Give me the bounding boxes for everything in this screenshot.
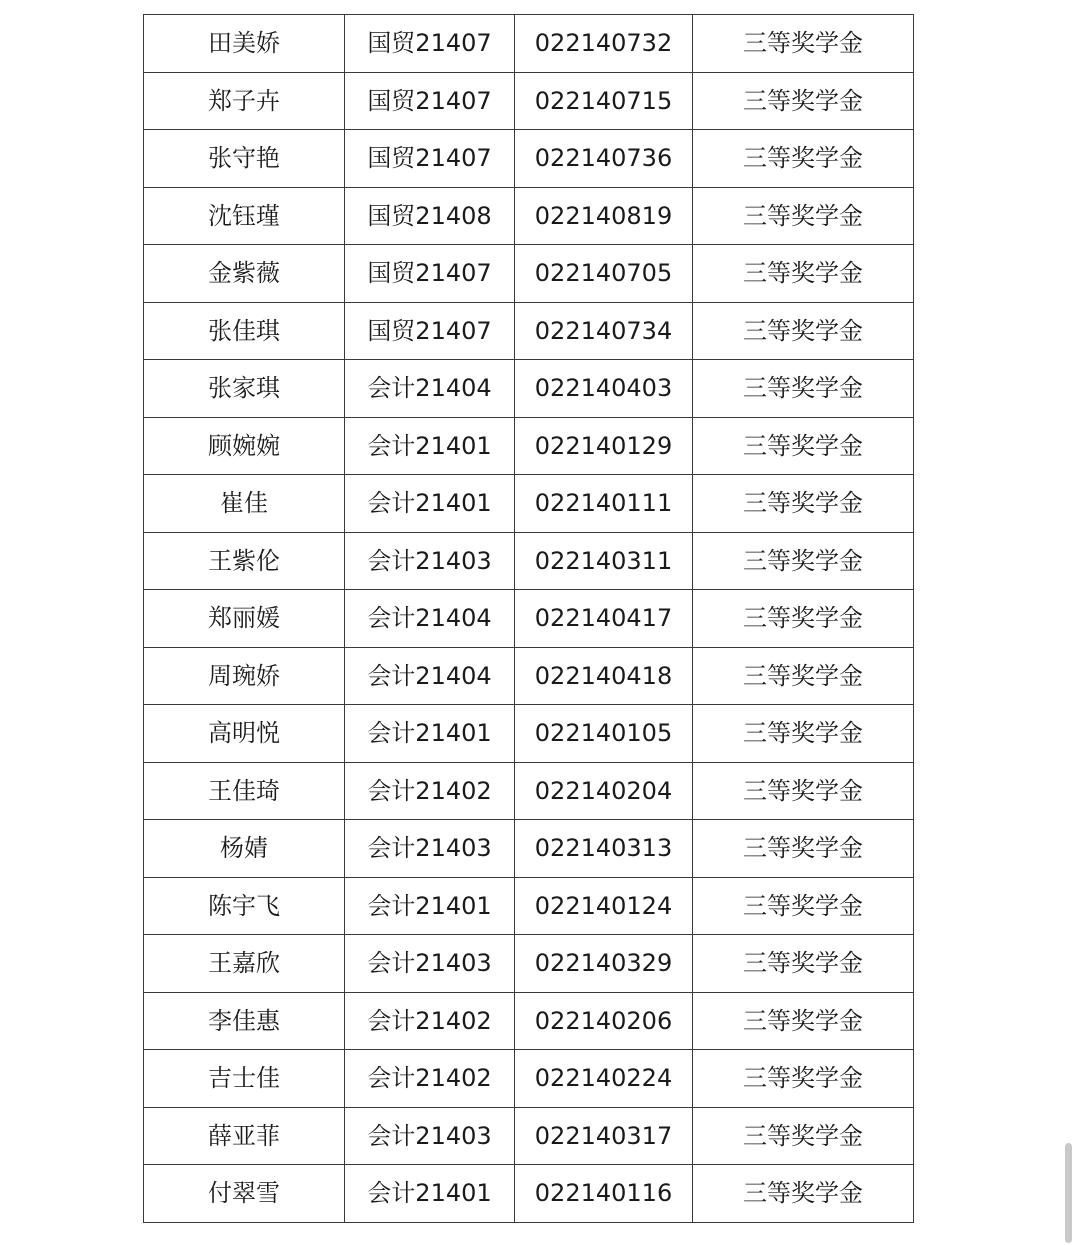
student-id-cell: 022140317 (515, 1107, 693, 1165)
student-name-cell: 陈宇飞 (144, 877, 345, 935)
table-row (144, 820, 914, 878)
table-row (144, 647, 914, 705)
class-cell: 会计21402 (345, 992, 515, 1050)
student-id-cell: 022140129 (515, 417, 693, 475)
class-cell: 会计21403 (345, 820, 515, 878)
award-cell: 三等奖学金 (693, 15, 914, 73)
award-cell: 三等奖学金 (693, 705, 914, 763)
student-id-cell: 022140819 (515, 187, 693, 245)
class-cell: 会计21401 (345, 877, 515, 935)
award-cell: 三等奖学金 (693, 935, 914, 993)
student-name-cell: 顾婉婉 (144, 417, 345, 475)
student-name-cell: 张守艳 (144, 130, 345, 188)
table-row (144, 130, 914, 188)
student-id-cell: 022140732 (515, 15, 693, 73)
class-cell: 国贸21407 (345, 72, 515, 130)
scholarship-table (143, 14, 914, 1223)
student-id-cell: 022140204 (515, 762, 693, 820)
student-name-cell: 田美娇 (144, 15, 345, 73)
student-id-cell: 022140736 (515, 130, 693, 188)
student-name-cell: 吉士佳 (144, 1050, 345, 1108)
student-name-cell: 张佳琪 (144, 302, 345, 360)
student-id-cell: 022140105 (515, 705, 693, 763)
class-cell: 会计21401 (345, 705, 515, 763)
student-id-cell: 022140111 (515, 475, 693, 533)
class-cell: 会计21402 (345, 762, 515, 820)
student-name-cell: 金紫薇 (144, 245, 345, 303)
class-cell: 会计21403 (345, 1107, 515, 1165)
scholarship-table-body (144, 15, 914, 1223)
student-name-cell: 王嘉欣 (144, 935, 345, 993)
student-id-cell: 022140206 (515, 992, 693, 1050)
award-cell: 三等奖学金 (693, 1107, 914, 1165)
table-row (144, 590, 914, 648)
student-name-cell: 崔佳 (144, 475, 345, 533)
class-cell: 会计21404 (345, 647, 515, 705)
student-name-cell: 王佳琦 (144, 762, 345, 820)
award-cell: 三等奖学金 (693, 590, 914, 648)
class-cell: 会计21401 (345, 417, 515, 475)
student-id-cell: 022140311 (515, 532, 693, 590)
table-row (144, 417, 914, 475)
student-id-cell: 022140417 (515, 590, 693, 648)
award-cell: 三等奖学金 (693, 302, 914, 360)
award-cell: 三等奖学金 (693, 647, 914, 705)
class-cell: 国贸21407 (345, 15, 515, 73)
student-name-cell: 郑丽媛 (144, 590, 345, 648)
table-row (144, 1107, 914, 1165)
table-row (144, 187, 914, 245)
award-cell: 三等奖学金 (693, 187, 914, 245)
table-row (144, 877, 914, 935)
table-row (144, 15, 914, 73)
student-id-cell: 022140116 (515, 1165, 693, 1223)
student-id-cell: 022140705 (515, 245, 693, 303)
class-cell: 国贸21407 (345, 245, 515, 303)
student-id-cell: 022140224 (515, 1050, 693, 1108)
student-name-cell: 张家琪 (144, 360, 345, 418)
table-row (144, 360, 914, 418)
class-cell: 会计21404 (345, 360, 515, 418)
table-row (144, 1165, 914, 1223)
student-name-cell: 薛亚菲 (144, 1107, 345, 1165)
award-cell: 三等奖学金 (693, 72, 914, 130)
student-id-cell: 022140734 (515, 302, 693, 360)
student-name-cell: 李佳惠 (144, 992, 345, 1050)
class-cell: 会计21402 (345, 1050, 515, 1108)
award-cell: 三等奖学金 (693, 992, 914, 1050)
student-id-cell: 022140403 (515, 360, 693, 418)
scrollbar-thumb[interactable] (1065, 1143, 1072, 1243)
table-row (144, 992, 914, 1050)
table-row (144, 302, 914, 360)
student-name-cell: 沈钰瑾 (144, 187, 345, 245)
class-cell: 会计21404 (345, 590, 515, 648)
student-id-cell: 022140418 (515, 647, 693, 705)
award-cell: 三等奖学金 (693, 532, 914, 590)
class-cell: 会计21401 (345, 475, 515, 533)
table-row (144, 72, 914, 130)
student-id-cell: 022140329 (515, 935, 693, 993)
table-row (144, 762, 914, 820)
student-id-cell: 022140715 (515, 72, 693, 130)
award-cell: 三等奖学金 (693, 877, 914, 935)
table-row (144, 245, 914, 303)
class-cell: 会计21403 (345, 532, 515, 590)
table-row (144, 705, 914, 763)
class-cell: 会计21403 (345, 935, 515, 993)
award-cell: 三等奖学金 (693, 245, 914, 303)
award-cell: 三等奖学金 (693, 130, 914, 188)
student-name-cell: 郑子卉 (144, 72, 345, 130)
award-cell: 三等奖学金 (693, 820, 914, 878)
student-id-cell: 022140313 (515, 820, 693, 878)
table-row (144, 475, 914, 533)
class-cell: 国贸21407 (345, 130, 515, 188)
table-row (144, 935, 914, 993)
student-name-cell: 周琬娇 (144, 647, 345, 705)
student-name-cell: 高明悦 (144, 705, 345, 763)
class-cell: 国贸21408 (345, 187, 515, 245)
award-cell: 三等奖学金 (693, 1165, 914, 1223)
student-id-cell: 022140124 (515, 877, 693, 935)
student-name-cell: 杨婧 (144, 820, 345, 878)
class-cell: 国贸21407 (345, 302, 515, 360)
table-row (144, 532, 914, 590)
table-row (144, 1050, 914, 1108)
class-cell: 会计21401 (345, 1165, 515, 1223)
award-cell: 三等奖学金 (693, 360, 914, 418)
student-name-cell: 王紫伦 (144, 532, 345, 590)
award-cell: 三等奖学金 (693, 762, 914, 820)
student-name-cell: 付翠雪 (144, 1165, 345, 1223)
award-cell: 三等奖学金 (693, 1050, 914, 1108)
award-cell: 三等奖学金 (693, 417, 914, 475)
award-cell: 三等奖学金 (693, 475, 914, 533)
